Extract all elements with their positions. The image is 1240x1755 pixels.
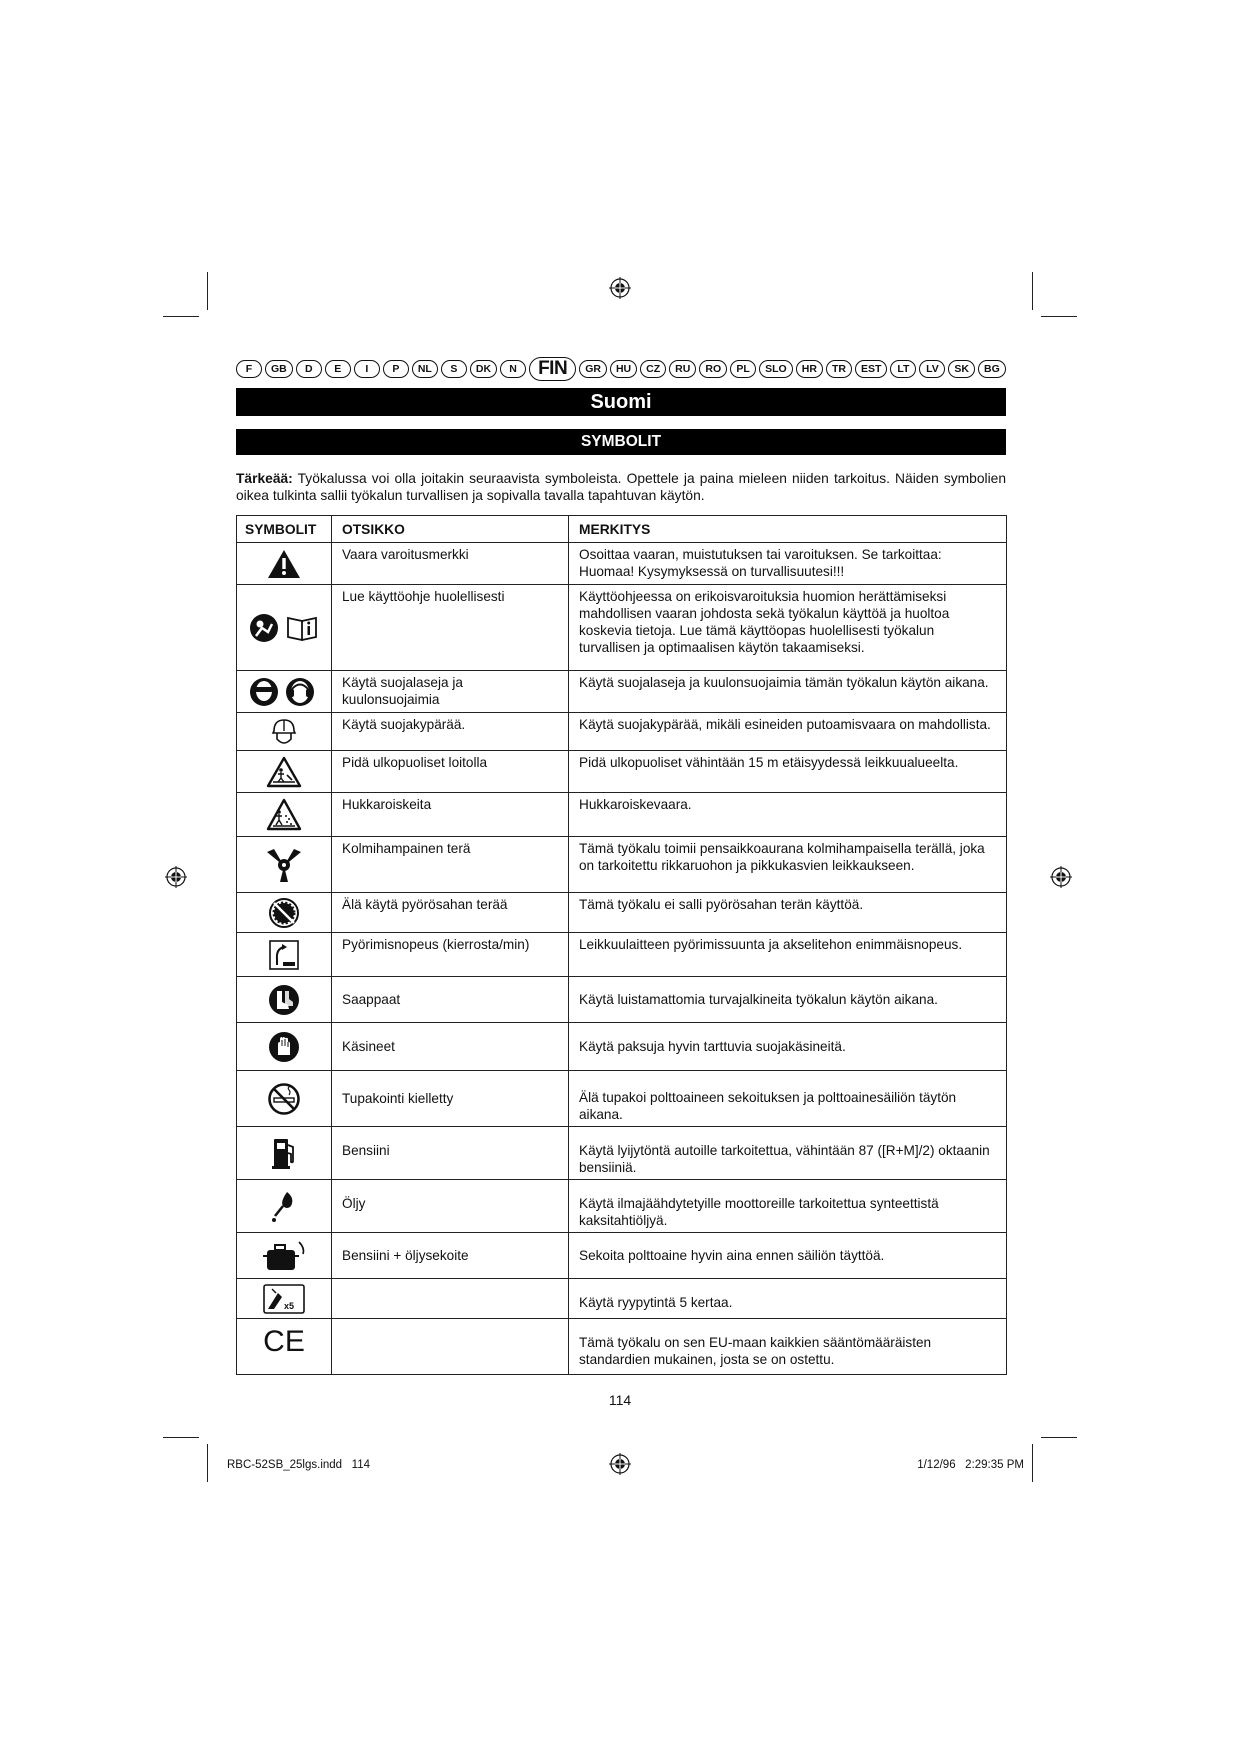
language-tab[interactable]: RO (699, 360, 727, 378)
language-tab[interactable]: HU (610, 360, 637, 378)
oil-can-icon (269, 1188, 299, 1224)
symbol-title: Älä käytä pyörösahan terää (332, 893, 569, 933)
symbols-table (236, 515, 1007, 1375)
language-tab[interactable]: S (441, 360, 467, 378)
crop-mark (1032, 272, 1033, 310)
symbol-title: Bensiini (332, 1127, 569, 1180)
language-bar (236, 356, 1006, 382)
registration-mark-icon (165, 866, 187, 888)
no-smoking-icon (267, 1082, 301, 1116)
language-tab[interactable]: P (383, 360, 409, 378)
crop-mark (1041, 316, 1077, 317)
symbol-title (332, 1319, 569, 1375)
ce-mark-label: CE (263, 1325, 305, 1357)
table-row (237, 1127, 1007, 1180)
rotation-speed-icon (268, 939, 300, 971)
table-row (237, 1279, 1007, 1319)
symbol-title: Pyörimisnopeus (kierrosta/min) (332, 933, 569, 977)
registration-mark-icon (1050, 866, 1072, 888)
symbol-title: Vaara varoitusmerkki (332, 543, 569, 585)
language-tab[interactable]: PL (730, 360, 756, 378)
table-row (237, 1071, 1007, 1127)
table-row (237, 1023, 1007, 1071)
symbol-title: Tupakointi kielletty (332, 1071, 569, 1127)
symbol-title: Bensiini + öljysekoite (332, 1233, 569, 1279)
eye-ear-protection-icon (248, 676, 320, 708)
table-row (237, 977, 1007, 1023)
registration-mark-icon (609, 277, 631, 299)
footer-file-info: RBC-52SB_25lgs.indd 114 (227, 1459, 370, 1471)
symbol-meaning: Hukkaroiskevaara. (569, 793, 1007, 837)
symbol-title: Pidä ulkopuoliset loitolla (332, 751, 569, 793)
symbol-meaning: Osoittaa vaaran, muistutuksen tai varoituksen. Se tarkoittaa: Huomaa! Kysymyksessä on turvallisuutesi!!! (569, 543, 1007, 585)
fuel-pump-icon (269, 1135, 299, 1171)
language-tab[interactable]: LV (919, 360, 945, 378)
flying-debris-icon (266, 798, 302, 832)
language-tab[interactable]: GR (579, 360, 607, 378)
symbol-meaning: Käytä ryypytintä 5 kertaa. (569, 1279, 1007, 1319)
symbol-meaning: Käytä ilmajäähdytetyille moottoreille tarkoitettua synteettistä kaksitahtiöljyä. (569, 1180, 1007, 1233)
page-number: 114 (608, 1392, 632, 1408)
language-tab[interactable]: GB (265, 360, 293, 378)
table-row (237, 713, 1007, 751)
table-row (237, 1180, 1007, 1233)
crop-mark (1032, 1444, 1033, 1482)
table-row (237, 1233, 1007, 1279)
crop-mark (1041, 1437, 1077, 1438)
registration-mark-icon (609, 1453, 631, 1475)
language-tab[interactable]: D (296, 360, 322, 378)
ce-mark-icon (262, 1325, 306, 1357)
table-row (237, 543, 1007, 585)
symbol-meaning: Älä tupakoi polttoaineen sekoituksen ja polttoainesäiliön täytön aikana. (569, 1071, 1007, 1127)
crop-mark (207, 272, 208, 310)
symbol-meaning: Tämä työkalu ei salli pyörösahan terän käyttöä. (569, 893, 1007, 933)
symbol-title: Kolmihampainen terä (332, 837, 569, 893)
fuel-mix-icon (261, 1240, 307, 1272)
no-circular-saw-icon (268, 897, 300, 929)
symbol-title: Lue käyttöohje huolellisesti (332, 585, 569, 671)
table-row (237, 671, 1007, 713)
language-tab[interactable]: F (236, 360, 262, 378)
footer-timestamp: 1/12/96 2:29:35 PM (917, 1459, 1024, 1471)
column-header: OTSIKKO (332, 516, 569, 543)
table-row (237, 793, 1007, 837)
language-tab[interactable]: N (500, 360, 526, 378)
primer-count-label: x5 (284, 1300, 295, 1311)
language-tab[interactable]: LT (890, 360, 916, 378)
language-tab[interactable]: CZ (640, 360, 666, 378)
table-row (237, 1319, 1007, 1375)
keep-bystanders-away-icon (266, 756, 302, 788)
symbol-meaning: Käytä luistamattomia turvajalkineita työkalun käytön aikana. (569, 977, 1007, 1023)
symbol-meaning: Käytä suojalaseja ja kuulonsuojaimia tämän työkalun käytön aikana. (569, 671, 1007, 713)
three-tooth-blade-icon (264, 846, 304, 884)
language-tab-active[interactable]: FIN (529, 357, 576, 381)
crop-mark (207, 1444, 208, 1482)
language-tab[interactable]: SLO (759, 360, 793, 378)
symbol-meaning: Pidä ulkopuoliset vähintään 15 m etäisyydessä leikkuualueelta. (569, 751, 1007, 793)
symbol-title: Saappaat (332, 977, 569, 1023)
symbol-title: Öljy (332, 1180, 569, 1233)
table-row (237, 893, 1007, 933)
helmet-icon (271, 717, 297, 747)
symbol-meaning: Leikkuulaitteen pyörimissuunta ja akselitehon enimmäisnopeus. (569, 933, 1007, 977)
symbol-title: Käytä suojakypärää. (332, 713, 569, 751)
table-row (237, 751, 1007, 793)
language-tab[interactable]: I (354, 360, 380, 378)
symbol-meaning: Käytä suojakypärää, mikäli esineiden putoamisvaara on mahdollista. (569, 713, 1007, 751)
gloves-icon (268, 1031, 300, 1063)
symbol-meaning: Tämä työkalu toimii pensaikkoaurana kolmihampaisella terällä, joka on tarkoitettu rikkaruohon ja pikkukasvien leikkaukseen. (569, 837, 1007, 893)
boots-icon (268, 984, 300, 1016)
crop-mark (163, 1437, 199, 1438)
section-title: SYMBOLIT (236, 429, 1006, 455)
symbol-title: Käytä suojalaseja ja kuulonsuojaimia (332, 671, 569, 713)
table-header-row (237, 516, 1007, 543)
language-tab[interactable]: E (325, 360, 351, 378)
read-manual-icon (248, 612, 320, 644)
language-tab[interactable]: RU (669, 360, 696, 378)
language-tab[interactable]: SK (948, 360, 975, 378)
crop-mark (163, 316, 199, 317)
primer-bulb-x5-icon (262, 1283, 306, 1315)
language-tab[interactable]: HR (796, 360, 823, 378)
warning-triangle-icon (266, 548, 302, 580)
symbol-meaning: Käytä paksuja hyvin tarttuvia suojakäsineitä. (569, 1023, 1007, 1071)
symbol-title: Hukkaroiskeita (332, 793, 569, 837)
language-tab[interactable]: TR (826, 360, 852, 378)
language-tab[interactable]: NL (412, 360, 438, 378)
symbol-meaning: Käytä lyijytöntä autoille tarkoitettua, vähintään 87 ([R+M]/2) oktaanin bensiiniä. (569, 1127, 1007, 1180)
language-tab[interactable]: EST (855, 360, 887, 378)
language-tab[interactable]: BG (978, 360, 1006, 378)
symbol-meaning: Sekoita polttoaine hyvin aina ennen säiliön täyttöä. (569, 1233, 1007, 1279)
symbol-meaning: Tämä työkalu on sen EU-maan kaikkien sääntömääräisten standardien mukainen, josta se on ostettu. (569, 1319, 1007, 1375)
symbol-meaning: Käyttöohjeessa on erikoisvaroituksia huomion herättämiseksi mahdollisen vaaran johdosta sekä työkalun käyttöä ja huoltoa koskevia tietoja. Lue tämä käyttöopas huolellisesti työkalun turvallisen ja optimaalisen käytön takaamiseksi. (569, 585, 1007, 671)
intro-lead: Tärkeää: (236, 471, 293, 486)
table-row (237, 933, 1007, 977)
symbol-title: Käsineet (332, 1023, 569, 1071)
intro-paragraph (236, 470, 1006, 504)
table-row (237, 837, 1007, 893)
language-title: Suomi (236, 388, 1006, 416)
symbol-title (332, 1279, 569, 1319)
table-row (237, 585, 1007, 671)
language-tab[interactable]: DK (470, 360, 497, 378)
column-header: MERKITYS (569, 516, 1007, 543)
intro-text: Työkalussa voi olla joitakin seuraavista symboleista. Opettele ja paina mieleen niiden tarkoitus. Näiden symbolien oikea tulkinta sallii työkalun turvallisen ja sopivalla tavalla tapahtuvan käytön. (236, 471, 1006, 503)
column-header: SYMBOLIT (237, 516, 332, 543)
